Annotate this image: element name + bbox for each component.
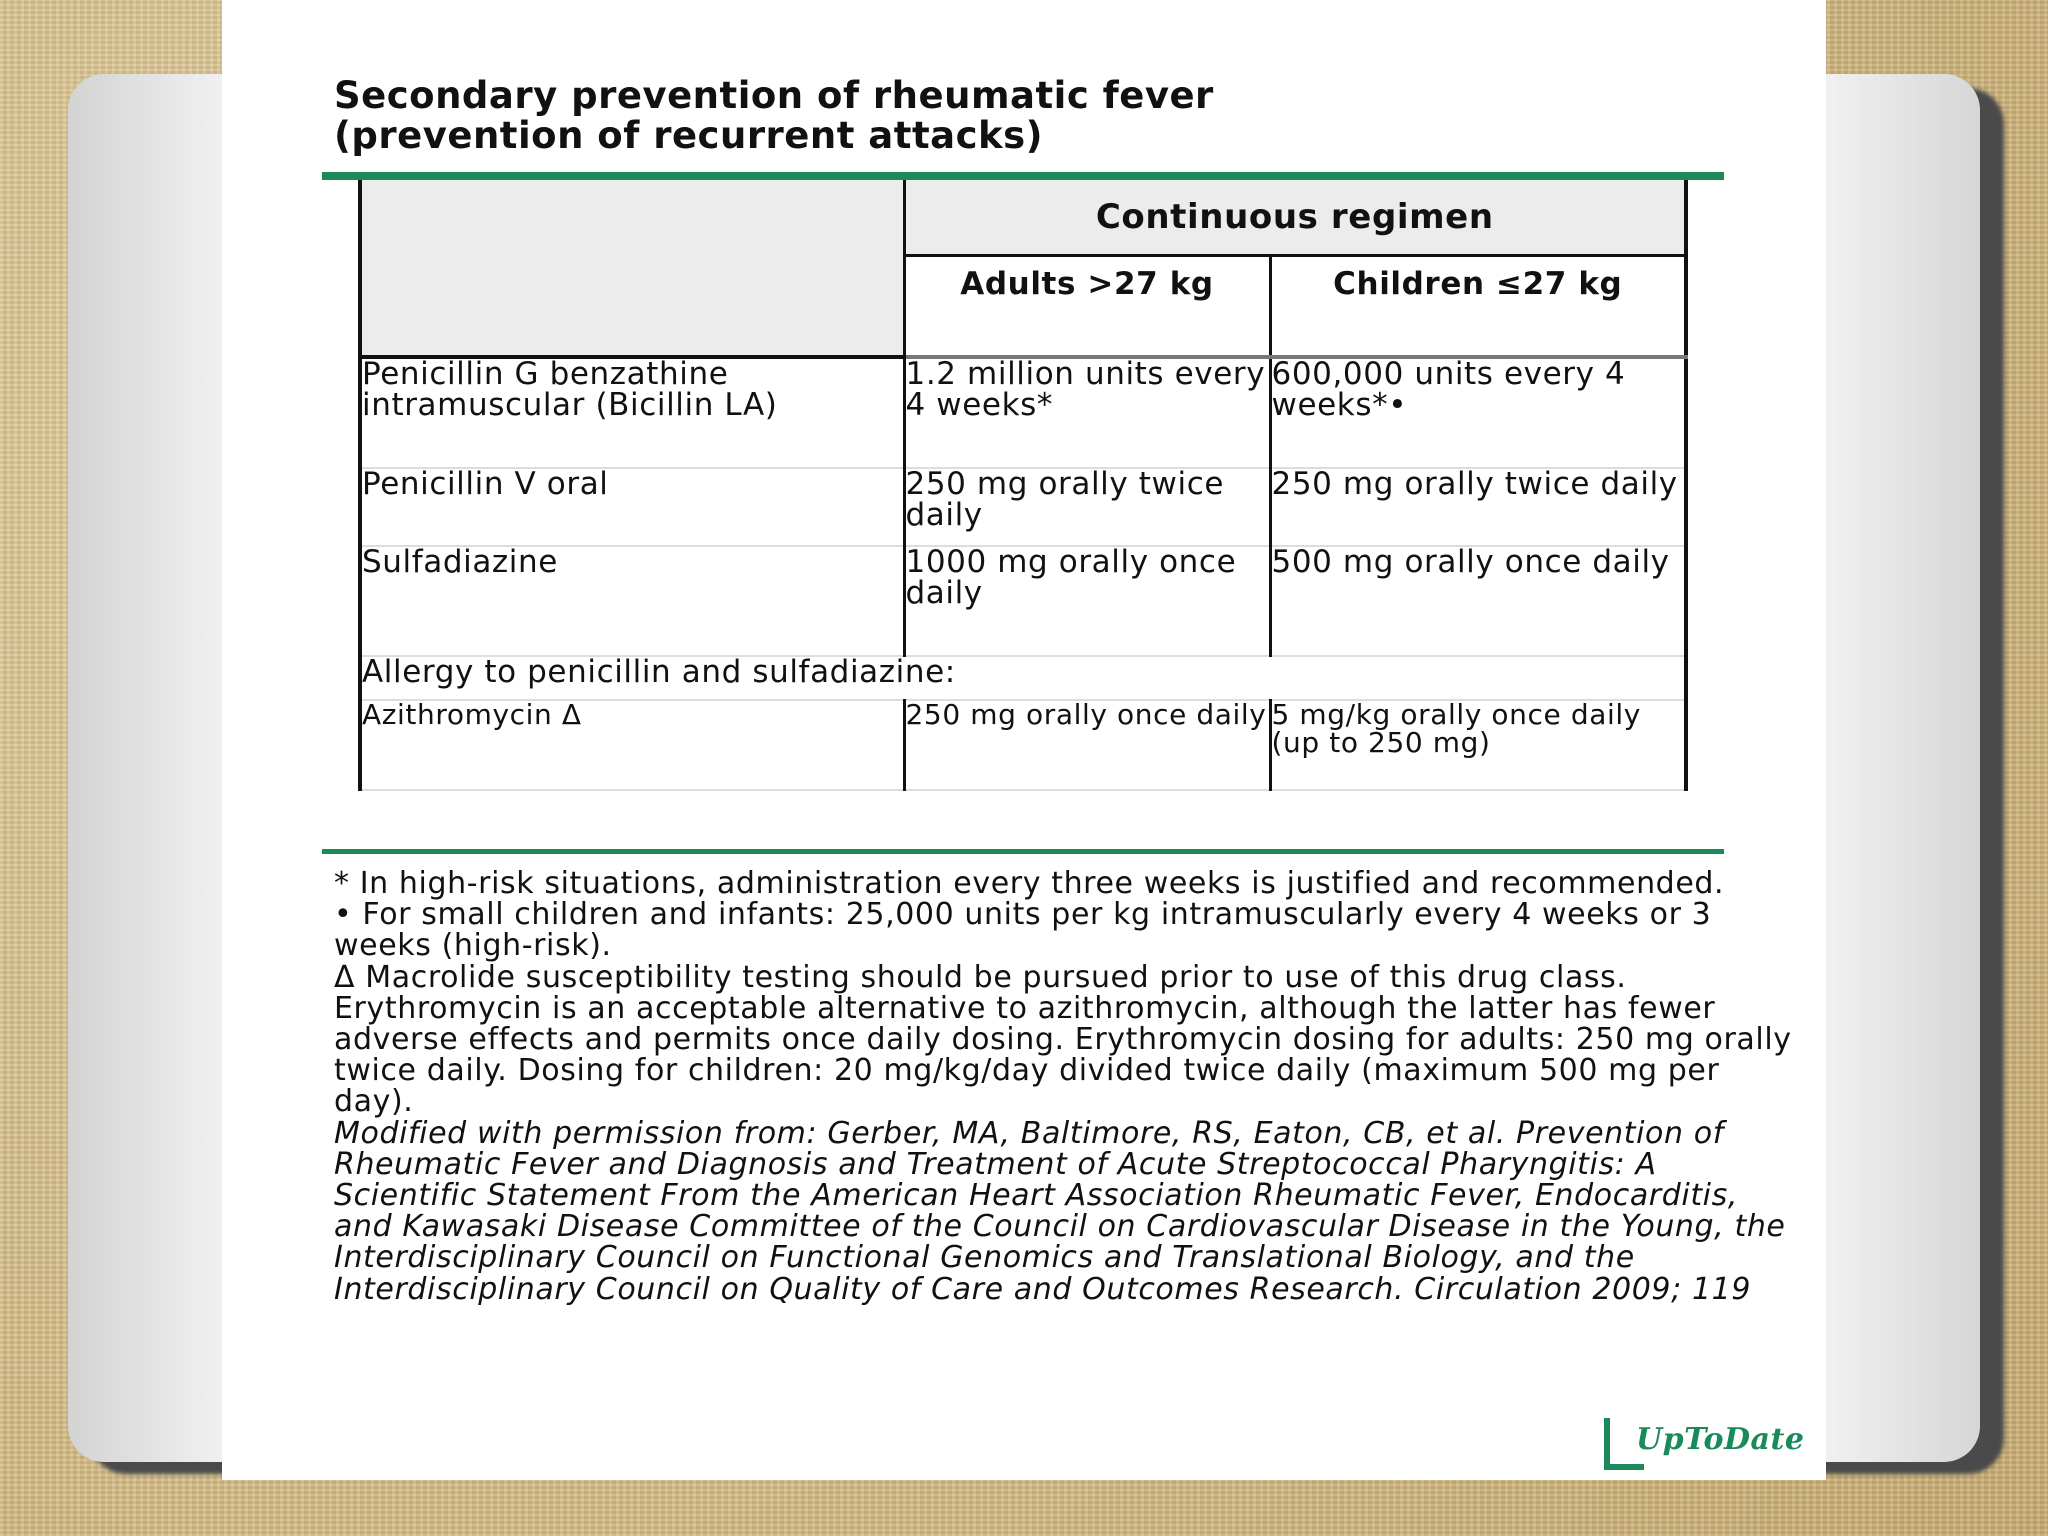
adult-dose-cell: 1000 mg orally once daily bbox=[904, 546, 1270, 656]
citation: Modified with permission from: Gerber, MA, Baltimore, RS, Eaton, CB, et al. Prevention of Rheumatic Fever and Diagnosis and Treatment of Acute Streptococcal Pharyngitis: A Scientific Statement From the American Heart Association Rheumatic Fever, Endocarditis, and Kawasaki Disease Committee of the Council on Cardiovascular Disease in the Young, the Interdisciplinary Council on Functional Genomics and Translational Biology, and the Interdisciplinary Council on Quality of Care and Outcomes Research. Circulation 2009; 119 bbox=[334, 1115, 1786, 1307]
drug-cell: Sulfadiazine bbox=[360, 546, 904, 656]
header-adults: Adults >27 kg bbox=[904, 256, 1270, 358]
header-children: Children ≤27 kg bbox=[1270, 256, 1686, 358]
table-bottom-rule bbox=[322, 849, 1724, 854]
drug-cell: Penicillin G benzathine intramuscular (Bicillin LA) bbox=[360, 357, 904, 468]
drug-cell: Penicillin V oral bbox=[360, 468, 904, 546]
child-dose-cell: 500 mg orally once daily bbox=[1270, 546, 1686, 656]
allergy-row bbox=[360, 656, 1686, 700]
table-row bbox=[360, 357, 1686, 468]
table-top-rule bbox=[322, 172, 1724, 180]
adult-dose-cell: 1.2 million units every 4 weeks* bbox=[904, 357, 1270, 468]
child-dose-cell: 5 mg/kg orally once daily (up to 250 mg) bbox=[1270, 700, 1686, 790]
footnotes bbox=[334, 868, 1794, 1305]
allergy-label: Allergy to penicillin and sulfadiazine: bbox=[360, 656, 1686, 700]
title-line-1: Secondary prevention of rheumatic fever bbox=[334, 74, 1214, 117]
child-dose-cell: 600,000 units every 4 weeks*• bbox=[1270, 357, 1686, 468]
title-line-2: (prevention of recurrent attacks) bbox=[334, 114, 1044, 157]
table-row bbox=[360, 546, 1686, 656]
adult-dose-cell: 250 mg orally once daily bbox=[904, 700, 1270, 790]
footnote-asterisk: * In high-risk situations, administration every three weeks is justified and recommended. bbox=[334, 866, 1725, 901]
document-title bbox=[334, 76, 1214, 156]
document-image bbox=[222, 0, 1826, 1480]
footnote-bullet: • For small children and infants: 25,000 units per kg intramuscularly every 4 weeks or 3 weeks (high-risk). bbox=[334, 897, 1712, 964]
adult-dose-cell: 250 mg orally twice daily bbox=[904, 468, 1270, 546]
child-dose-cell: 250 mg orally twice daily bbox=[1270, 468, 1686, 546]
header-continuous-regimen: Continuous regimen bbox=[904, 180, 1686, 256]
footnote-delta: Δ Macrolide susceptibility testing should be pursued prior to use of this drug class. Erythromycin is an acceptable alternative to azithromycin, although the latter has fewer adverse effects and permits once daily dosing. Erythromycin dosing for adults: 250 mg orally twice daily. Dosing for children: 20 mg/kg/day divided twice daily (maximum 500 mg per day). bbox=[334, 959, 1792, 1120]
uptodate-logo bbox=[1604, 1418, 1814, 1474]
table-row bbox=[360, 468, 1686, 546]
table-row bbox=[360, 700, 1686, 790]
logo-text: UpToDate bbox=[1636, 1422, 1805, 1457]
drug-cell: Azithromycin Δ bbox=[360, 700, 904, 790]
header-blank-cell bbox=[360, 180, 904, 357]
regimen-table bbox=[358, 180, 1688, 791]
